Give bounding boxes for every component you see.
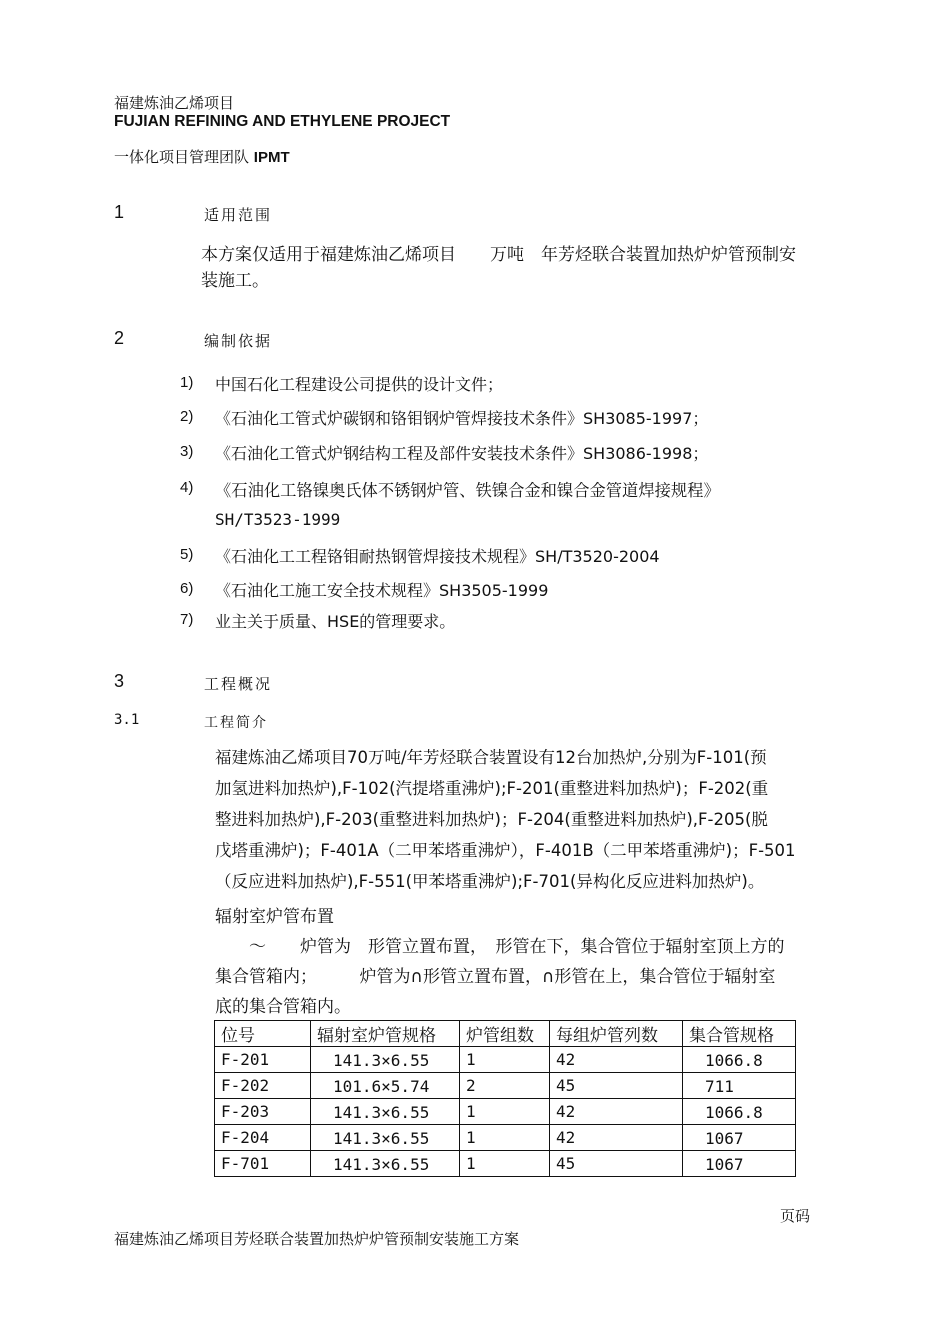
org-name-en: FUJIAN REFINING AND ETHYLENE PROJECT [114,113,451,130]
reference-2-number: 2) [180,408,194,425]
table-row [215,1099,796,1125]
overview-line-3: 整进料加热炉),F-203(重整进料加热炉)；F-204(重整进料加热炉),F-205(脱 [215,810,768,829]
cell-tube-spec: 141.3×6.55 [311,1047,460,1073]
subsection-title: 工程简介 [204,715,268,731]
cell-tube-spec: 141.3×6.55 [311,1125,460,1151]
cell-rows-per-group: 42 [550,1047,683,1073]
header-rows-per-group: 每组炉管列数 [550,1021,683,1047]
header-tube-spec: 辐射室炉管规格 [311,1021,460,1047]
reference-1-text: 中国石化工程建设公司提供的设计文件； [215,375,504,394]
section-2-number: 2 [114,328,125,348]
cell-group-count: 1 [460,1151,550,1177]
header-tag: 位号 [215,1021,311,1047]
table-row [215,1125,796,1151]
footer-doc-title: 福建炼油乙烯项目芳烃联合装置加热炉炉管预制安装施工方案 [114,1230,520,1248]
reference-4-number: 4) [180,479,194,496]
page-number-label: 页码 [780,1207,811,1225]
cell-rows-per-group: 42 [550,1099,683,1125]
org-name-cn: 福建炼油乙烯项目 [114,94,235,112]
reference-1-number: 1) [180,374,194,391]
table-row [215,1151,796,1177]
cell-rows-per-group: 45 [550,1073,683,1099]
cell-tube-spec: 141.3×6.55 [311,1151,460,1177]
section-1-title: 适用范围 [204,206,273,224]
cell-header-spec: 1067 [683,1151,796,1177]
reference-7-text: 业主关于质量、HSE的管理要求。 [215,612,456,631]
reference-2-text: 《石油化工管式炉碳钢和铬钼钢炉管焊接技术条件》SH3085-1997； [215,409,709,428]
cell-group-count: 1 [460,1099,550,1125]
reference-5-number: 5) [180,546,194,563]
overview-line-4: 戊塔重沸炉)；F-401A（二甲苯塔重沸炉），F-401B（二甲苯塔重沸炉)；F-501 [215,841,796,860]
radiant-section-title: 辐射室炉管布置 [215,907,334,927]
scope-line-1: 本方案仅适用于福建炼油乙烯项目 万吨 年芳烃联合装置加热炉炉管预制安 [201,245,796,265]
cell-tag: F-204 [215,1125,311,1151]
overview-line-2: 加氢进料加热炉),F-102(汽提塔重沸炉);F-201(重整进料加热炉)；F-202(重 [215,779,769,798]
team-name-cn: 一体化项目管理团队 [114,148,250,166]
overview-line-1: 福建炼油乙烯项目70万吨/年芳烃联合装置设有12台加热炉,分别为F-101(预 [215,748,767,767]
section-3-number: 3 [114,671,125,691]
reference-6-text: 《石油化工施工安全技术规程》SH3505-1999 [215,581,549,600]
cell-tube-spec: 101.6×5.74 [311,1073,460,1099]
reference-3-number: 3) [180,443,194,460]
cell-header-spec: 1066.8 [683,1099,796,1125]
cell-group-count: 1 [460,1047,550,1073]
section-2-title: 编制依据 [204,332,273,350]
reference-3-text: 《石油化工管式炉钢结构工程及部件安装技术条件》SH3086-1998； [215,444,709,463]
cell-rows-per-group: 42 [550,1125,683,1151]
team-name-en: IPMT [253,149,290,166]
section-1-number: 1 [114,202,125,222]
radiant-line-1: ～ 炉管为 形管立置布置， 形管在下，集合管位于辐射室顶上方的 [215,937,785,957]
table-row [215,1073,796,1099]
tube-spec-table [214,1020,796,1177]
reference-5-text: 《石油化工工程铬钼耐热钢管焊接技术规程》SH/T3520-2004 [215,547,660,566]
cell-tag: F-701 [215,1151,311,1177]
cell-tag: F-201 [215,1047,311,1073]
header-header-spec: 集合管规格 [683,1021,796,1047]
subsection-number: 3.1 [114,712,140,728]
cell-tube-spec: 141.3×6.55 [311,1099,460,1125]
radiant-line-2: 集合管箱内； 炉管为∩形管立置布置，∩形管在上，集合管位于辐射室 [215,967,776,987]
cell-tag: F-202 [215,1073,311,1099]
reference-4-text: 《石油化工铬镍奥氏体不锈钢炉管、铁镍合金和镍合金管道焊接规程》 [215,481,720,500]
scope-line-2: 装施工。 [201,271,269,291]
cell-rows-per-group: 45 [550,1151,683,1177]
radiant-line-3: 底的集合管箱内。 [215,997,351,1017]
cell-header-spec: 711 [683,1073,796,1099]
cell-header-spec: 1066.8 [683,1047,796,1073]
cell-header-spec: 1067 [683,1125,796,1151]
table-header-row [215,1021,796,1047]
reference-4-code: SH/T3523-1999 [215,510,341,529]
cell-tag: F-203 [215,1099,311,1125]
reference-7-number: 7) [180,611,194,628]
cell-group-count: 1 [460,1125,550,1151]
header-group-count: 炉管组数 [460,1021,550,1047]
cell-group-count: 2 [460,1073,550,1099]
table-row [215,1047,796,1073]
reference-6-number: 6) [180,580,194,597]
team-line [114,146,290,167]
section-3-title: 工程概况 [204,675,273,693]
overview-line-5: （反应进料加热炉),F-551(甲苯塔重沸炉);F-701(异构化反应进料加热炉)。 [215,872,765,891]
